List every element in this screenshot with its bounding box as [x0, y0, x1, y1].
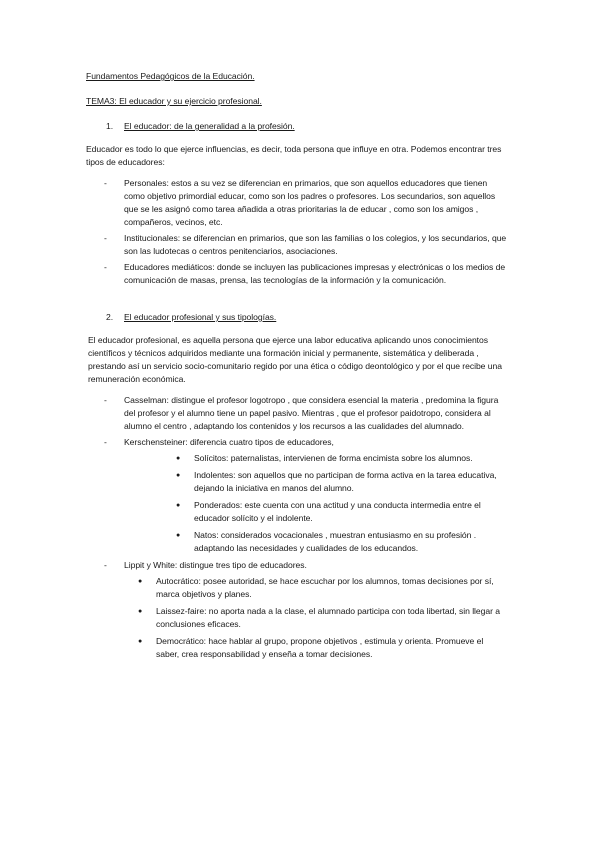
bullet-marker: ● [176, 472, 181, 479]
type-ponderados: Ponderados: este cuenta con una actitud y una conducta intermedia entre el educador solícito y el indolente. [194, 500, 481, 523]
item-institucionales: Institucionales: se diferencian en primarios, que son las familias o los colegios, y los secundarios, que son las ludotecas o centros penitenciarios, asociaciones. [124, 233, 507, 256]
lippit-list [86, 559, 507, 572]
list-item [86, 559, 507, 572]
document-title: Fundamentos Pedagógicos de la Educación. [86, 71, 255, 81]
dash-marker: - [104, 178, 107, 188]
list-item [86, 232, 507, 258]
bullet-marker: ● [176, 502, 181, 509]
list-item [86, 394, 507, 433]
item-casselman: Casselman: distingue el profesor logotropo , que considera esencial la materia , predomina la figura del profesor y el alumno tiene un papel pasivo. Mientras , que el profesor paidotropo, considera al alumno el centro , adaptando los contenidos y los recursos a las cualidades del alumnado. [124, 395, 499, 431]
bullet-marker: ● [176, 532, 181, 539]
item-personales: Personales: estos a su vez se diferencian en primarios, que son aquellos educadores que tienen como objetivo primordial educar, como son los padres o profesores. Los secundarios, son aquellos que se les asignó como tarea añadida a otras prioritarias la de educar , como son los amigos , compañeros, vecinos, etc. [124, 178, 496, 227]
list-item [86, 499, 507, 525]
type-laissez-faire: Laissez-faire: no aporta nada a la clase, el alumnado participa con toda libertad, sin llegar a conclusiones eficaces. [156, 606, 500, 629]
section-1-title: El educador: de la generalidad a la profesión. [124, 121, 295, 131]
type-autocratico: Autocrático: posee autoridad, se hace escuchar por los alumnos, tomas decisiones por sí, marca objetivos y planes. [156, 576, 494, 599]
item-kerschensteiner: Kerschensteiner: diferencia cuatro tipos de educadores, [124, 437, 334, 447]
bullet-marker: ● [138, 638, 143, 645]
item-mediaticos: Educadores mediáticos: donde se incluyen las publicaciones impresas y electrónicas o los medios de comunicación de masas, prensa, las tecnologías de la información y la comunicación. [124, 262, 506, 285]
kerschensteiner-types-list [86, 452, 507, 555]
topic-title: TEMA3: El educador y su ejercicio profesional. [86, 96, 262, 106]
dash-marker: - [104, 560, 107, 570]
list-item [86, 605, 507, 631]
dash-marker: - [104, 437, 107, 447]
section-2-number: 2. [106, 312, 114, 322]
section-2-title: El educador profesional y sus tipologías. [124, 312, 277, 322]
list-item [86, 575, 507, 601]
dash-marker: - [104, 262, 107, 272]
list-item [86, 452, 507, 465]
bullet-marker: ● [176, 455, 181, 462]
section-1-intro: Educador es todo lo que ejerce influencias, es decir, toda persona que influye en otra. Podemos encontrar tres tipos de educadores: [86, 144, 502, 167]
type-indolentes: Indolentes: son aquellos que no participan de forma activa en la tarea educativa, dejando la iniciativa en manos del alumno. [194, 470, 497, 493]
section-1-number: 1. [106, 121, 114, 131]
list-item [86, 436, 507, 449]
item-lippit-white: Lippit y White: distingue tres tipo de educadores. [124, 560, 307, 570]
type-democratico: Democrático: hace hablar al grupo, propone objetivos , estimula y orienta. Promueve el saber, crea responsabilidad y enseña a tomar decisiones. [156, 636, 484, 659]
list-item [86, 529, 507, 555]
list-item [86, 469, 507, 495]
section-2-intro: El educador profesional, es aquella persona que ejerce una labor educativa aplicando unos conocimientos científicos y técnicos adquiridos mediante una formación inicial y permanente, sistemática y deliberada , prestando así un servicio socio-comunitario regido por una ética o código deontológico y por el que recibe una remuneración económica. [88, 335, 502, 384]
section-2-heading [106, 311, 507, 324]
list-item [86, 177, 507, 229]
section-1-heading [106, 120, 507, 133]
dash-marker: - [104, 233, 107, 243]
list-item [86, 261, 507, 287]
lippit-types-list [86, 575, 507, 661]
bullet-marker: ● [138, 578, 143, 585]
type-solicitos: Solícitos: paternalistas, intervienen de forma encimista sobre los alumnos. [194, 453, 473, 463]
bullet-marker: ● [138, 608, 143, 615]
typologies-list [86, 394, 507, 449]
type-natos: Natos: considerados vocacionales , muestran entusiasmo en su profesión . adaptando las necesidades y cualidades de los educandos. [194, 530, 477, 553]
list-item [86, 635, 507, 661]
dash-marker: - [104, 395, 107, 405]
educator-types-list [86, 177, 507, 287]
